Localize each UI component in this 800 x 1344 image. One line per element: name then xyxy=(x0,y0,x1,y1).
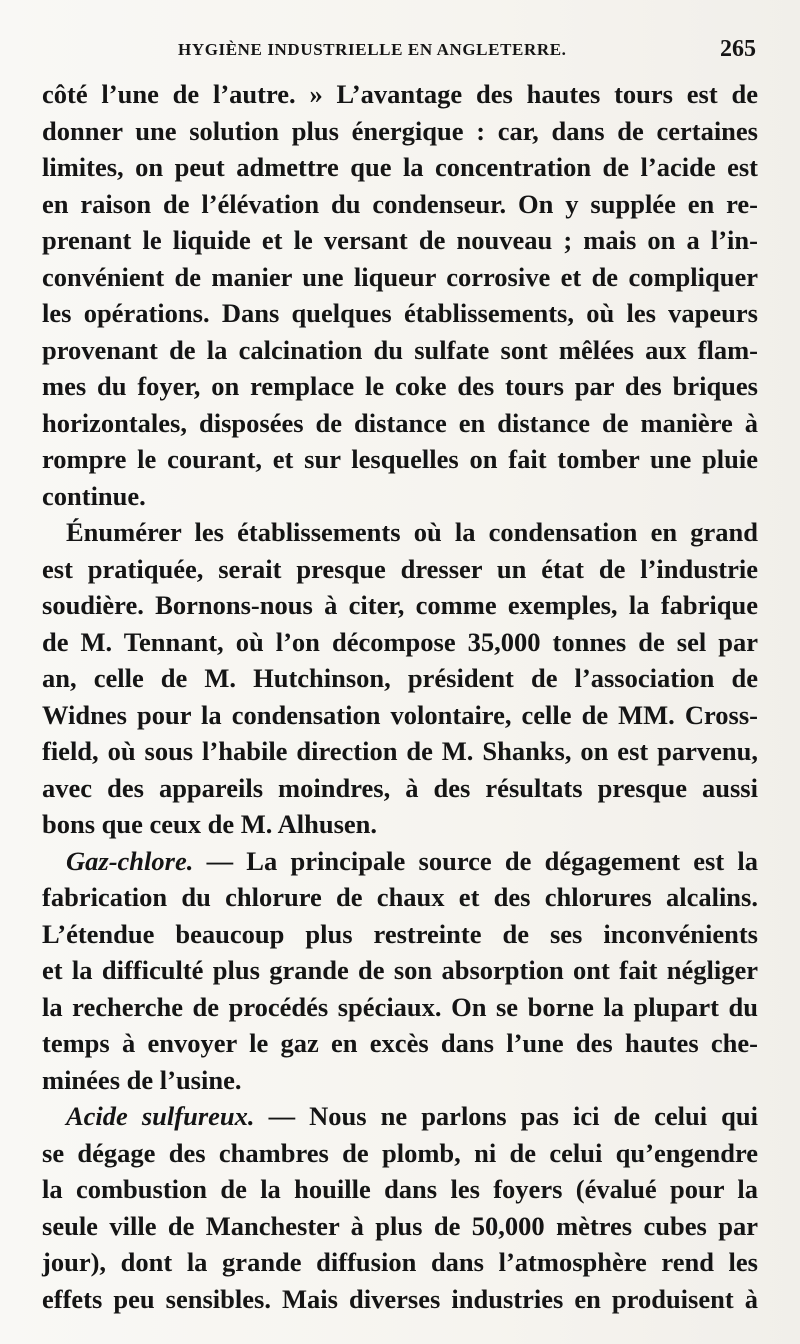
text-line: se dégage des chambres de plomb, ni de celui qu’engendre xyxy=(42,1137,758,1168)
text-line: effets peu sensibles. Mais diverses industries en produisent à xyxy=(42,1283,758,1314)
text-line: provenant de la calcination du sulfate sont mêlées aux flam- xyxy=(42,334,758,365)
page-header xyxy=(40,36,758,68)
text-run: — Nous ne parlons pas ici de celui qui xyxy=(254,1101,758,1131)
running-head: HYGIÈNE INDUSTRIELLE EN ANGLETERRE. xyxy=(178,40,567,59)
text-line: field, où sous l’habile direction de M. Shanks, on est parvenu, xyxy=(42,736,758,766)
text-line: mes du foyer, on remplace le coke des tours par des briques xyxy=(42,371,758,401)
text-line: Énumérer les établissements où la condensation en grand xyxy=(66,517,758,547)
text-line: Widnes pour la condensation volontaire, celle de MM. Cross- xyxy=(42,699,758,730)
text-line: les opérations. Dans quelques établissements, où les vapeurs xyxy=(42,298,758,328)
text-line: est pratiquée, serait presque dresser un état de l’industrie xyxy=(42,553,758,584)
text-line: en raison de l’élévation du condenseur. On y supplée en re- xyxy=(42,188,758,219)
text-line: bons que ceux de M. Alhusen. xyxy=(42,809,378,839)
text-line: la combustion de la houille dans les foyers (évalué pour la xyxy=(42,1174,758,1204)
text-line: seule ville de Manchester à plus de 50,000 mètres cubes par xyxy=(42,1210,758,1241)
text-line: et la difficulté plus grande de son absorption ont fait négliger xyxy=(42,955,758,985)
text-line: limites, on peut admettre que la concentration de l’acide est xyxy=(42,152,758,182)
section-lead: Acide sulfureux. xyxy=(66,1101,255,1131)
text-line: temps à envoyer le gaz en excès dans l’une des hautes che- xyxy=(42,1028,758,1058)
text-line: jour), dont la grande diffusion dans l’atmosphère rend les xyxy=(42,1247,758,1277)
text-line: L’étendue beaucoup plus restreinte de ses inconvénients xyxy=(42,918,758,949)
text-line: avec des appareils moindres, à des résultats presque aussi xyxy=(42,772,758,803)
body-text xyxy=(42,76,758,1317)
text-line xyxy=(42,843,758,880)
text-line: côté l’une de l’autre. » L’avantage des hautes tours est de xyxy=(42,79,758,109)
text-line: donner une solution plus énergique : car, dans de certaines xyxy=(42,115,758,146)
text-line: prenant le liquide et le versant de nouveau ; mais on a l’in- xyxy=(42,225,758,255)
text-line: minées de l’usine. xyxy=(42,1064,242,1095)
text-run: — La principale source de dégagement est la xyxy=(193,845,758,876)
text-line: la recherche de procédés spéciaux. On se borne la plupart du xyxy=(42,991,758,1022)
page-number: 265 xyxy=(720,36,756,62)
section-lead: Gaz-chlore. xyxy=(66,845,194,876)
text-line: continue. xyxy=(42,480,146,511)
text-line: rompre le courant, et sur lesquelles on fait tomber une pluie xyxy=(42,444,758,474)
text-line: fabrication du chlorure de chaux et des chlorures alcalins. xyxy=(42,882,758,912)
text-line: convénient de manier une liqueur corrosive et de compliquer xyxy=(42,261,758,292)
text-line: an, celle de M. Hutchinson, président de l’association de xyxy=(42,663,758,693)
text-line xyxy=(42,1098,758,1135)
text-line: soudière. Bornons-nous à citer, comme exemples, la fabrique xyxy=(42,590,758,620)
text-line: horizontales, disposées de distance en distance de manière à xyxy=(42,407,758,438)
text-line: de M. Tennant, où l’on décompose 35,000 tonnes de sel par xyxy=(42,626,758,657)
